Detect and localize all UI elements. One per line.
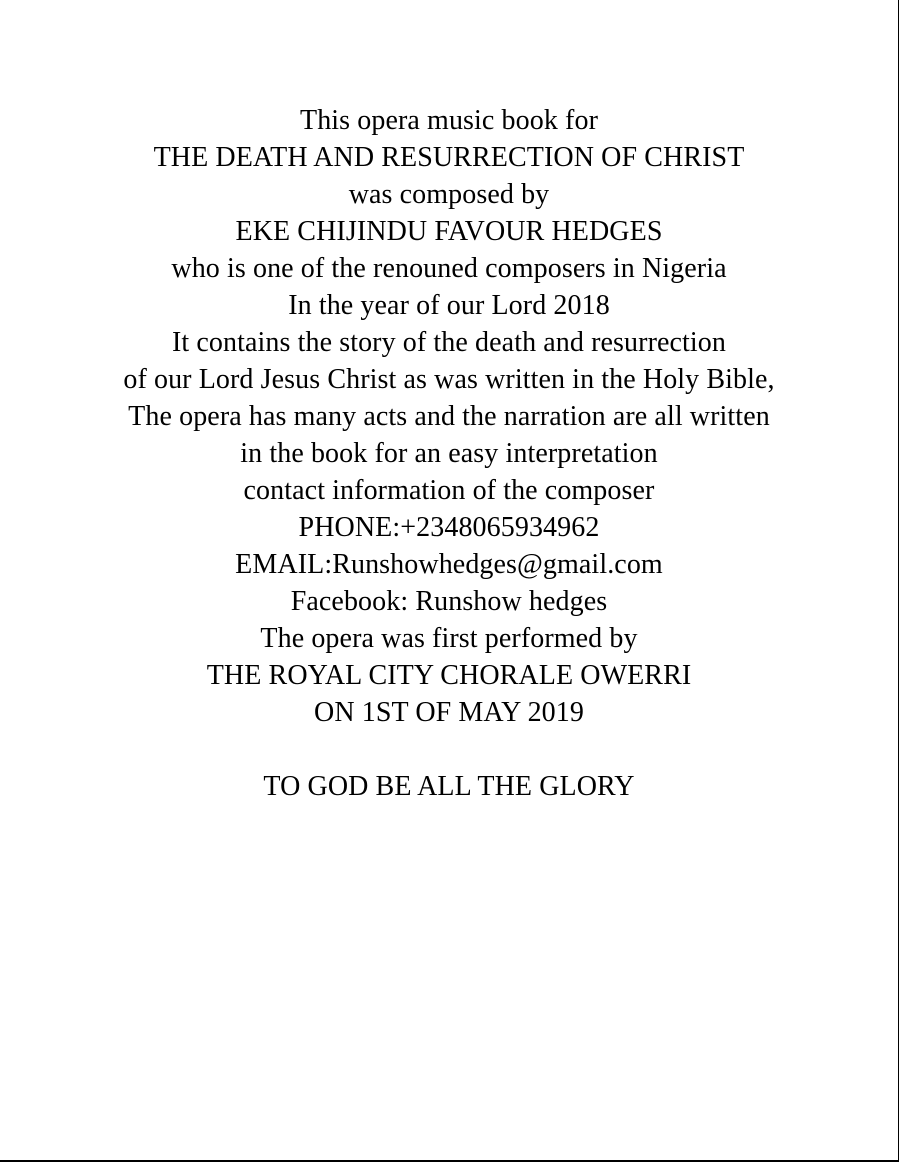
content-line-3: The opera has many acts and the narration are all written — [128, 401, 770, 432]
choir-name: THE ROYAL CITY CHORALE OWERRI — [206, 660, 692, 691]
performed-by-line: The opera was first performed by — [260, 623, 638, 654]
composed-by-line: was composed by — [348, 179, 550, 210]
facebook-line: Facebook: Runshow hedges — [290, 586, 608, 617]
performance-date: ON 1ST OF MAY 2019 — [314, 697, 584, 728]
composer-name: EKE CHIJINDU FAVOUR HEDGES — [235, 216, 663, 247]
year-line: In the year of our Lord 2018 — [288, 290, 610, 321]
dedication-text — [0, 102, 898, 805]
spacer — [0, 731, 898, 768]
closing-line: TO GOD BE ALL THE GLORY — [263, 771, 635, 802]
email-line: EMAIL:Runshowhedges@gmail.com — [235, 549, 663, 580]
contact-heading: contact information of the composer — [243, 475, 655, 506]
opera-title: THE DEATH AND RESURRECTION OF CHRIST — [153, 142, 745, 173]
intro-line: This opera music book for — [300, 105, 598, 136]
content-line-1: It contains the story of the death and resurrection — [171, 327, 727, 358]
phone-line: PHONE:+2348065934962 — [298, 512, 600, 543]
content-line-2: of our Lord Jesus Christ as was written in the Holy Bible, — [123, 364, 775, 395]
composer-description: who is one of the renouned composers in Nigeria — [171, 253, 727, 284]
content-line-4: in the book for an easy interpretation — [240, 438, 658, 469]
